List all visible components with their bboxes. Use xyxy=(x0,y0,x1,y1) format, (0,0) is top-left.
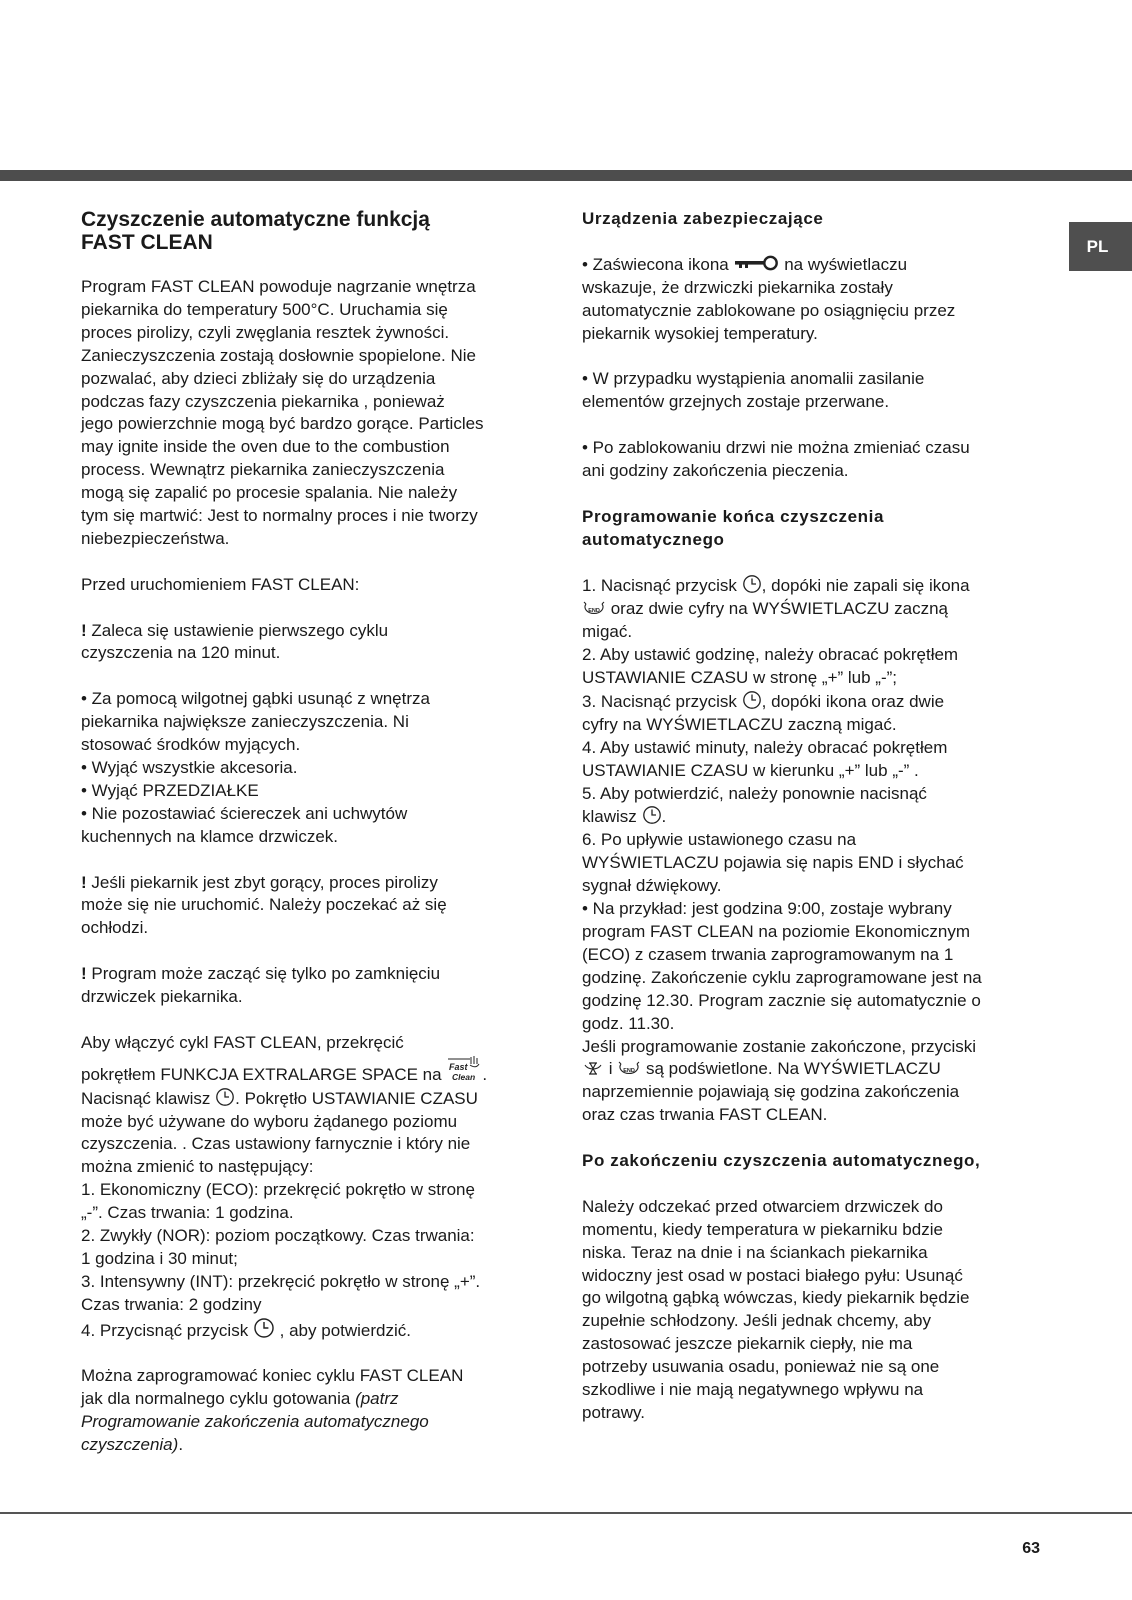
programming-reference: Można zaprogramować koniec cyklu FAST CLEAN jak dla normalnego cyklu gotowania (patrz Programowanie zakończenia automatycznego czyszczenia). xyxy=(81,1366,464,1455)
svg-text:END: END xyxy=(623,1068,636,1075)
clock-icon xyxy=(642,805,662,825)
before-start-label: Przed uruchomieniem FAST CLEAN: xyxy=(81,574,360,594)
preparation-list: • Za pomocą wilgotnej gąbki usunąć z wnętrza piekarnika największe zanieczyszczenia. Ni stosować środków myjących. • Wyjąć wszystkie akcesoria. • Wyjąć PRZEDZIAŁKE • Nie pozostawiać ściereczek ani uchwytów kuchennych na klamce drzwiczek. xyxy=(81,689,430,846)
language-badge: PL xyxy=(1069,222,1132,271)
top-rule xyxy=(0,170,1132,181)
programming-steps: 1. Nacisnąć przycisk , dopóki nie zapali się ikona END oraz dwie cyfry na WYŚWIETLACZU zaczną migać. 2. Aby ustawić godzinę, należy obracać pokrętłem USTAWIANIE CZASU w stronę „+” lub „-”; 3. Nacisnąć przycisk , dopóki ikona oraz dwie cyfry na WYŚWIETLACZU zaczną migać. 4. Aby ustawić minuty, należy obracać pokrętłem USTAWIANIE CZASU w kierunku „+” lub „-” . 5. Aby potwierdzić, należy ponownie nacisnąć klawisz . 6. Po upływie ustawionego czasu na WYŚWIETLACZU pojawia się napis END i słychać sygnał dźwiękowy. • Na przykład: jest godzina 9:00, zostaje wybrany program FAST CLEAN na poziomie Ekonomicznym (ECO) z czasem trwania zaprogramowanym na 1 godzinę. Zakończenie cyklu zaprogramowane jest na godzinę 12.30. Program zacznie się automatycznie o godz. 11.30. Jeśli programowanie zostanie zakończone, przyciski i END są podświetlone. Na WYŚWIETLACZU naprzemiennie pojawiają się godzina zakończenia oraz czas trwania FAST CLEAN. xyxy=(582,576,982,1125)
safety-item-time-lock: • Po zablokowaniu drzwi nie można zmieniać czasu ani godziny zakończenia pieczenia. xyxy=(582,438,970,480)
svg-text:END: END xyxy=(588,608,600,615)
warning-note-3: ! Program może zacząć się tylko po zamknięciu drzwiczek piekarnika. xyxy=(81,964,441,1007)
section-title: Czyszczenie automatyczne funkcją FAST CLEAN xyxy=(81,208,430,254)
end-icon xyxy=(582,601,606,617)
page-number: 63 xyxy=(1022,1540,1040,1557)
fast-clean-icon xyxy=(446,1055,482,1083)
left-column xyxy=(81,208,531,1457)
svg-text:Fast: Fast xyxy=(449,1061,468,1072)
warning-note-2: ! Jeśli piekarnik jest zbyt gorący, proces pirolizy może się nie uruchomić. Należy poczekać aż się ochłodzi. xyxy=(81,872,447,938)
clock-icon xyxy=(742,690,762,710)
after-cleaning-paragraph: Należy odczekać przed otwarciem drzwiczek do momentu, kiedy temperatura w piekarniku bdzie niska. Teraz na dnie i na ściankach piekarnika widoczny jest osad w postaci białego pyłu: Usunąć go wilgotną gąbką wówczas, kiedy piekarnik będzie zupełnie schłodzony. Jeśli jednak chcemy, aby zastosować jeszcze piekarnik ciepły, nie ma potrzeby usuwania osadu, ponieważ nie są one szkodliwe i nie mają negatywnego wpływu na potrawy. xyxy=(582,1196,970,1423)
after-cleaning-heading: Po zakończeniu czyszczenia automatycznego, xyxy=(582,1151,981,1171)
clock-icon xyxy=(742,574,762,594)
hourglass-icon xyxy=(582,1061,604,1077)
end-icon xyxy=(617,1061,641,1077)
clock-icon xyxy=(253,1317,275,1339)
start-instructions: Aby włączyć cykl FAST CLEAN, przekręcić pokrętłem FUNKCJA EXTRALARGE SPACE na Fast Clean . Nacisnąć klawisz . Pokrętło USTAWIANIE CZASU może być używane do wyboru żądanego poziomu czyszczenia. . Czas ustawiony farnycznie i który nie można zmienić to następujący: 1. Ekonomiczny (ECO): przekręcić pokrętło w stronę „-”. Czas trwania: 1 godzina. 2. Zwykły (NOR): poziom początkowy. Czas trwania: 1 godzina i 30 minut; 3. Intensywny (INT): przekręcić pokrętło w stronę „+”. Czas trwania: 2 godziny 4. Przycisnąć przycisk , aby potwierdzić. xyxy=(81,1032,488,1340)
safety-item-power: • W przypadku wystąpienia anomalii zasilanie elementów grzejnych zostaje przerwane. xyxy=(582,369,925,412)
svg-text:Clean: Clean xyxy=(452,1071,476,1082)
clock-icon xyxy=(215,1087,235,1107)
bottom-rule xyxy=(0,1512,1132,1514)
programming-heading: Programowanie końca czyszczenia automatycznego xyxy=(582,506,885,549)
safety-heading: Urządzenia zabezpieczające xyxy=(582,209,824,228)
intro-paragraph: Program FAST CLEAN powoduje nagrzanie wnętrza piekarnika do temperatury 500°C. Uruchamia się proces pirolizy, czyli zwęglania resztek żywności. Zanieczyszczenia zostają dosłownie spopielone. Nie pozwalać, aby dzieci zbliżały się do urządzenia podczas fazy czyszczenia piekarnika , ponieważ jego powierzchnie mogą być bardzo gorące. Particles may ignite inside the oven due to the combustion process. Wewnątrz piekarnika zanieczyszczenia mogą się zapalić po procesie spalania. Nie należy tym się martwić: Jest to normalny proces i nie tworzy niebezpieczeństwa. xyxy=(81,277,484,548)
safety-item-lock: • Zaświecona ikona na wyświetlaczu wskazuje, że drzwiczki piekarnika zostały automatycznie zablokowane po osiągnięciu przez piekarnik wysokiej temperatury. xyxy=(582,254,956,343)
warning-note-1: ! Zaleca się ustawienie pierwszego cyklu czyszczenia na 120 minut. xyxy=(81,620,389,663)
right-column xyxy=(582,208,1032,1425)
door-lock-key-icon xyxy=(733,255,779,273)
